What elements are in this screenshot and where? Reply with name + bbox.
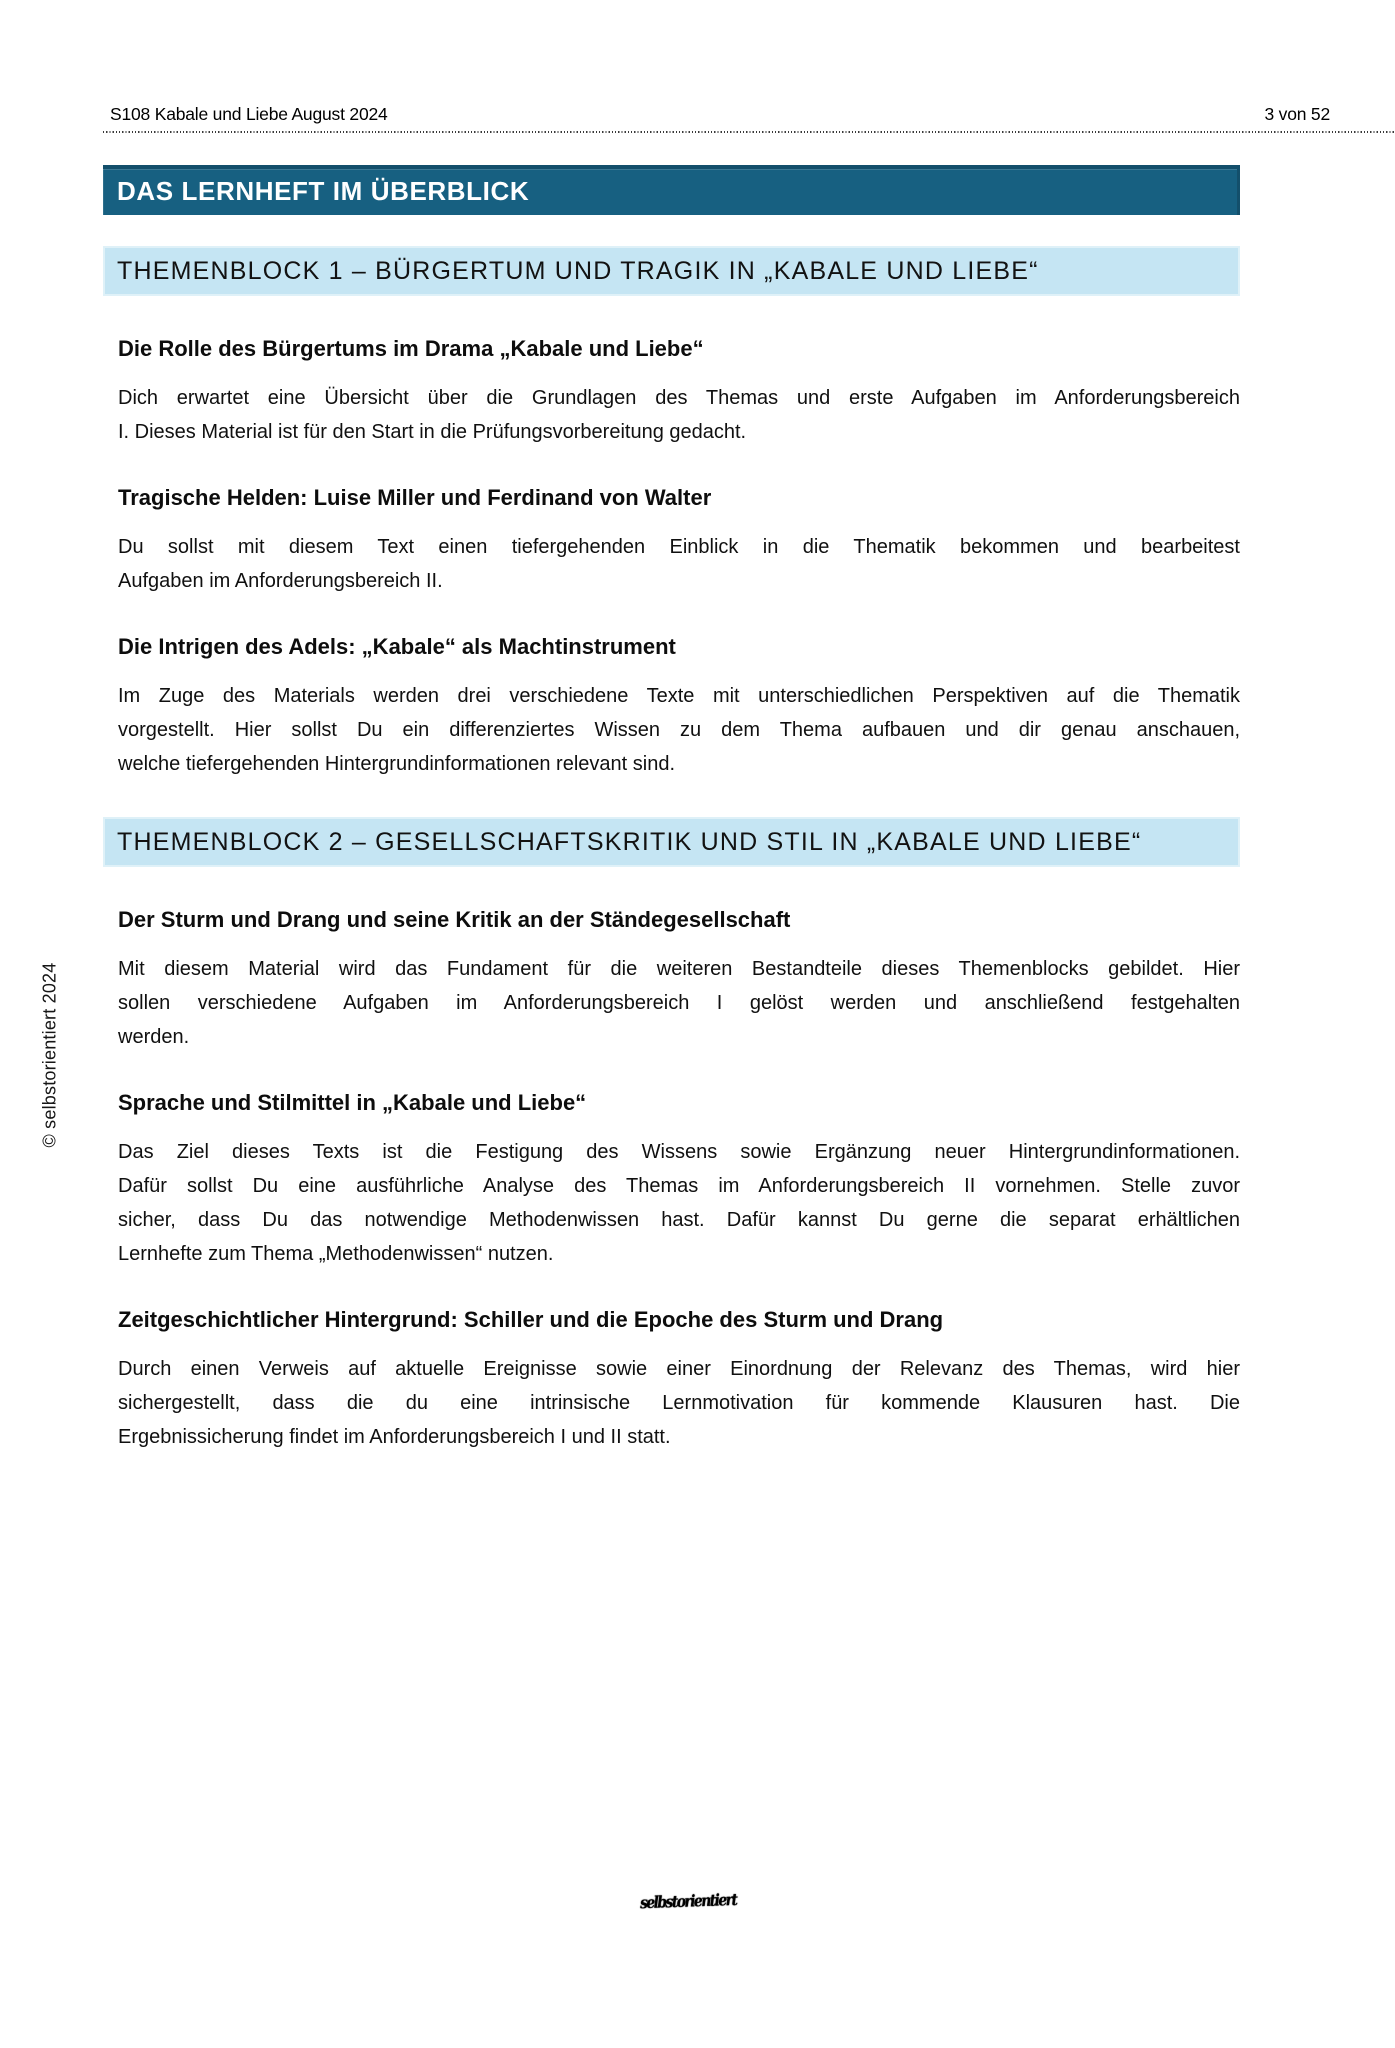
paragraph-line: vorgestellt. Hier sollst Du ein differenziertes Wissen zu dem Thema aufbauen und dir genau anschauen,: [118, 719, 1240, 741]
header-divider: [103, 131, 1395, 133]
section-heading: Tragische Helden: Luise Miller und Ferdinand von Walter: [118, 485, 712, 510]
paragraph-line: Dafür sollst Du eine ausführliche Analyse des Themas im Anforderungsbereich II vornehmen. Stelle zuvor: [118, 1175, 1240, 1197]
section-paragraph: [103, 1352, 1240, 1454]
section-heading: Zeitgeschichtlicher Hintergrund: Schiller und die Epoche des Sturm und Drang: [118, 1307, 944, 1332]
paragraph-line: sicher, dass Du das notwendige Methodenwissen hast. Dafür kannst Du gerne die separat erhältlichen: [118, 1209, 1240, 1231]
paragraph-line: welche tiefergehenden Hintergrundinformationen relevant sind.: [118, 753, 676, 775]
header-page-indicator: 3 von 52: [1264, 104, 1330, 124]
themenblock-title: THEMENBLOCK 2 – GESELLSCHAFTSKRITIK UND STIL IN „KABALE UND LIEBE“: [103, 817, 1240, 867]
paragraph-line: Mit diesem Material wird das Fundament für die weiteren Bestandteile dieses Themenblocks gebildet. Hier: [118, 958, 1240, 980]
section-heading: Die Intrigen des Adels: „Kabale“ als Machtinstrument: [118, 634, 676, 659]
section-heading: Die Rolle des Bürgertums im Drama „Kabale und Liebe“: [118, 336, 704, 361]
paragraph-line: Du sollst mit diesem Text einen tiefergehenden Einblick in die Thematik bekommen und bearbeitest: [118, 536, 1240, 558]
copyright-watermark: © selbstorientiert 2024: [39, 962, 60, 1148]
paragraph-line: Ergebnissicherung findet im Anforderungsbereich I und II statt.: [118, 1426, 671, 1448]
section-paragraph: [103, 1135, 1240, 1271]
section-paragraph: [103, 679, 1240, 781]
themenblock: [103, 817, 1240, 1454]
paragraph-line: Dich erwartet eine Übersicht über die Grundlagen des Themas und erste Aufgaben im Anforderungsbereich: [118, 387, 1240, 409]
section-heading: Der Sturm und Drang und seine Kritik an der Ständegesellschaft: [118, 907, 791, 932]
section-paragraph: [103, 952, 1240, 1054]
overview-banner: DAS LERNHEFT IM ÜBERBLICK: [103, 165, 1240, 215]
themenblock-title: THEMENBLOCK 1 – BÜRGERTUM UND TRAGIK IN „KABALE UND LIEBE“: [103, 246, 1240, 296]
themenblock: [103, 246, 1240, 781]
section-heading: Sprache und Stilmittel in „Kabale und Liebe“: [118, 1090, 587, 1115]
page-header: [110, 104, 1330, 124]
paragraph-line: Durch einen Verweis auf aktuelle Ereignisse sowie einer Einordnung der Relevanz des Themas, wird hier: [118, 1358, 1240, 1380]
paragraph-line: sichergestellt, dass die du eine intrinsische Lernmotivation für kommende Klausuren hast. Die: [118, 1392, 1240, 1414]
paragraph-line: Im Zuge des Materials werden drei verschiedene Texte mit unterschiedlichen Perspektiven auf die Thematik: [118, 685, 1240, 707]
paragraph-line: Aufgaben im Anforderungsbereich II.: [118, 570, 443, 592]
paragraph-line: sollen verschiedene Aufgaben im Anforderungsbereich I gelöst werden und anschließend festgehalten: [118, 992, 1240, 1014]
paragraph-line: Das Ziel dieses Texts ist die Festigung des Wissens sowie Ergänzung neuer Hintergrundinformationen.: [118, 1141, 1240, 1163]
article: [103, 246, 1240, 1490]
paragraph-line: werden.: [118, 1026, 190, 1048]
section-paragraph: [103, 530, 1240, 598]
paragraph-line: I. Dieses Material ist für den Start in die Prüfungsvorbereitung gedacht.: [118, 421, 747, 443]
publisher-logo: selbstorientiert: [639, 1891, 737, 1913]
paragraph-line: Lernhefte zum Thema „Methodenwissen“ nutzen.: [118, 1243, 554, 1265]
section-paragraph: [103, 381, 1240, 449]
header-doc-title: S108 Kabale und Liebe August 2024: [110, 104, 388, 124]
